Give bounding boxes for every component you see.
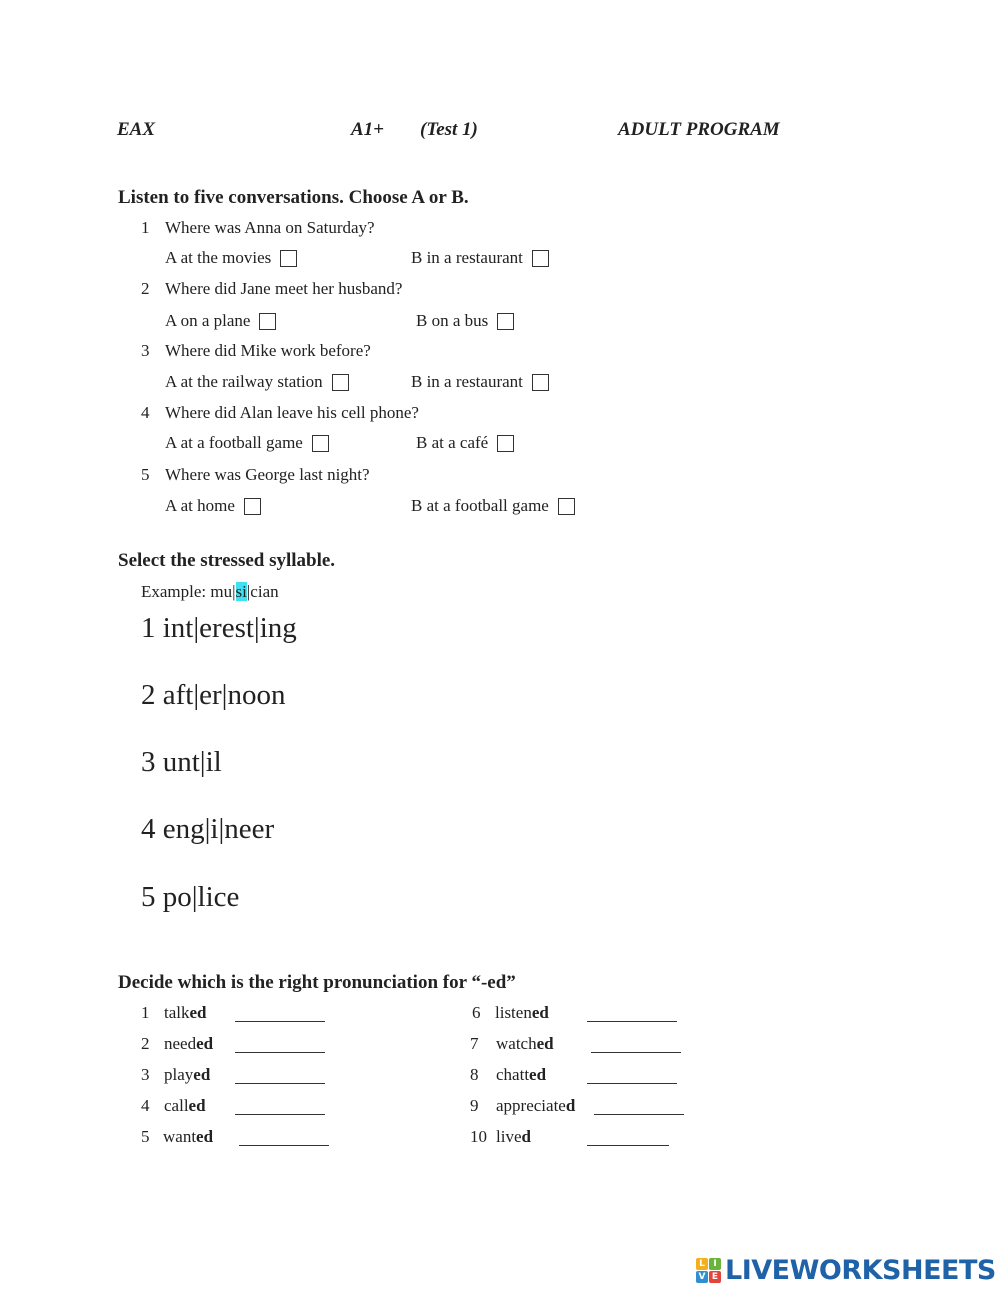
answer-blank[interactable] <box>591 1051 681 1053</box>
option-label: A at home <box>165 496 235 515</box>
answer-checkbox[interactable] <box>497 435 514 452</box>
option-a <box>165 496 261 516</box>
answer-checkbox[interactable] <box>280 250 297 267</box>
logo-tiles <box>696 1258 721 1283</box>
item-number: 4 <box>141 1096 150 1115</box>
ed-word: appreciated <box>496 1096 576 1115</box>
option-b <box>411 372 549 392</box>
item-number: 4 <box>141 813 156 845</box>
answer-blank[interactable] <box>239 1144 329 1146</box>
option-label: B in a restaurant <box>411 248 523 267</box>
section1-title: Listen to five conversations. Choose A or B. <box>118 187 469 208</box>
liveworksheets-logo <box>696 1255 996 1286</box>
ed-word: wanted <box>163 1127 214 1146</box>
option-label: A at the railway station <box>165 372 323 391</box>
question-text: Where did Alan leave his cell phone? <box>165 403 419 422</box>
item-number: 5 <box>141 881 156 913</box>
answer-checkbox[interactable] <box>312 435 329 452</box>
question-text: Where was Anna on Saturday? <box>165 218 375 237</box>
question-number: 1 <box>141 218 150 237</box>
option-label: B at a café <box>416 433 489 452</box>
item-word[interactable]: unt|il <box>162 746 222 778</box>
answer-checkbox[interactable] <box>244 498 261 515</box>
example-line <box>141 582 279 602</box>
ed-word: needed <box>164 1034 214 1053</box>
answer-blank[interactable] <box>587 1020 677 1022</box>
syllable-item[interactable] <box>141 612 297 645</box>
header-test: (Test 1) <box>420 119 478 140</box>
option-a <box>165 433 329 453</box>
option-b <box>416 311 514 331</box>
ed-word: chatted <box>496 1065 547 1084</box>
logo-tile: E <box>709 1271 721 1283</box>
answer-blank[interactable] <box>594 1113 684 1115</box>
answer-checkbox[interactable] <box>558 498 575 515</box>
header-program: ADULT PROGRAM <box>618 119 780 140</box>
answer-blank[interactable] <box>235 1113 325 1115</box>
option-a <box>165 372 349 392</box>
answer-checkbox[interactable] <box>259 313 276 330</box>
question-text: Where did Jane meet her husband? <box>165 279 403 298</box>
syllable-item[interactable] <box>141 679 285 712</box>
answer-checkbox[interactable] <box>532 250 549 267</box>
syllable-item[interactable] <box>141 881 239 914</box>
ed-word: called <box>164 1096 206 1115</box>
item-number: 3 <box>141 746 156 778</box>
ed-word: talked <box>164 1003 207 1022</box>
logo-tile: L <box>696 1258 708 1270</box>
answer-blank[interactable] <box>235 1051 325 1053</box>
question-text: Where did Mike work before? <box>165 341 371 360</box>
item-number: 7 <box>470 1034 479 1053</box>
option-label: B at a football game <box>411 496 549 515</box>
item-number: 9 <box>470 1096 479 1115</box>
syllable-item[interactable] <box>141 746 222 779</box>
logo-tile: V <box>696 1271 708 1283</box>
option-b <box>416 433 514 453</box>
ed-word: listened <box>495 1003 549 1022</box>
example-syllable-post: |cian <box>246 582 279 601</box>
item-word[interactable]: int|erest|ing <box>162 612 297 644</box>
section2-title: Select the stressed syllable. <box>118 550 336 571</box>
ed-word: watched <box>496 1034 554 1053</box>
option-label: A at a football game <box>165 433 303 452</box>
item-number: 6 <box>472 1003 481 1022</box>
option-a <box>165 248 297 268</box>
item-word[interactable]: po|lice <box>162 881 240 913</box>
question-text: Where was George last night? <box>165 465 370 484</box>
answer-checkbox[interactable] <box>332 374 349 391</box>
option-a <box>165 311 276 331</box>
item-word[interactable]: aft|er|noon <box>162 679 286 711</box>
item-word[interactable]: eng|i|neer <box>162 813 275 845</box>
option-label: A at the movies <box>165 248 272 267</box>
item-number: 5 <box>141 1127 150 1146</box>
example-stressed-syllable: si <box>235 582 247 601</box>
syllable-item[interactable] <box>141 813 274 846</box>
answer-blank[interactable] <box>587 1082 677 1084</box>
item-number: 2 <box>141 679 156 711</box>
example-label: Example: <box>141 582 211 601</box>
ed-word: played <box>164 1065 211 1084</box>
item-number: 8 <box>470 1065 479 1084</box>
item-number: 10 <box>470 1127 487 1146</box>
question-number: 2 <box>141 279 150 298</box>
question-number: 4 <box>141 403 150 422</box>
option-b <box>411 248 549 268</box>
option-label: B in a restaurant <box>411 372 523 391</box>
logo-tile: I <box>709 1258 721 1270</box>
logo-text: LIVEWORKSHEETS <box>725 1255 996 1286</box>
item-number: 2 <box>141 1034 150 1053</box>
answer-blank[interactable] <box>235 1020 325 1022</box>
answer-checkbox[interactable] <box>497 313 514 330</box>
answer-blank[interactable] <box>587 1144 669 1146</box>
item-number: 1 <box>141 612 156 644</box>
section3-title: Decide which is the right pronunciation for “-ed” <box>118 972 516 993</box>
item-number: 1 <box>141 1003 150 1022</box>
answer-blank[interactable] <box>235 1082 325 1084</box>
option-label: A on a plane <box>165 311 251 330</box>
option-b <box>411 496 575 516</box>
example-syllable-pre: mu| <box>210 582 236 601</box>
item-number: 3 <box>141 1065 150 1084</box>
answer-checkbox[interactable] <box>532 374 549 391</box>
header-code: EAX <box>117 119 156 140</box>
option-label: B on a bus <box>416 311 489 330</box>
question-number: 5 <box>141 465 150 484</box>
question-number: 3 <box>141 341 150 360</box>
header-level: A1+ <box>351 119 384 140</box>
ed-word: lived <box>496 1127 531 1146</box>
